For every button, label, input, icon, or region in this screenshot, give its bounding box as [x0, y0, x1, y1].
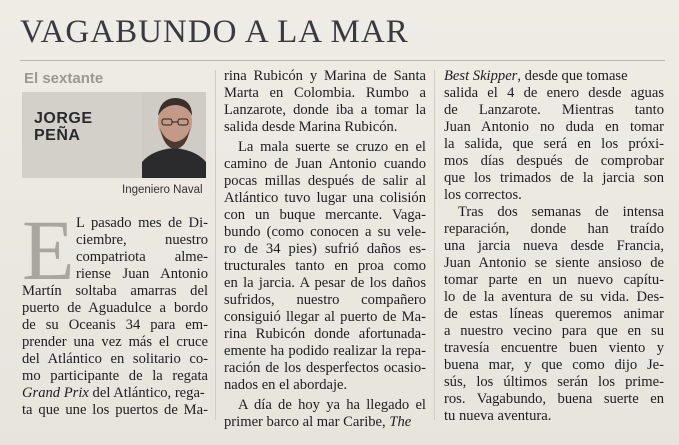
drop-cap: E	[22, 202, 75, 298]
body-line: sufridos, nuestro compañero	[224, 292, 426, 308]
body-line: ros. Vagabundo, buena suerte en	[444, 391, 664, 407]
body-line: sús, los últimos serán los prime-	[444, 374, 664, 390]
body-line-text: , desde que tomase	[517, 68, 628, 84]
body-line: L pasado mes de Di-	[76, 215, 208, 231]
body-line: que los trimados de la jarcia son	[444, 170, 664, 186]
body-line: La mala suerte se cruzo en el	[238, 139, 426, 155]
author-first-name: JORGE	[34, 110, 93, 127]
body-line: de Lanzarote. Mientras tanto	[444, 102, 664, 118]
body-line: Juan Antonio no duda en tomar	[444, 119, 664, 135]
body-line: pocas millas después de salir al	[224, 173, 426, 189]
body-line: puerto de Aguadulce a bordo	[22, 300, 208, 316]
body-line: travesía encuentre buen viento y	[444, 340, 664, 356]
body-line: prender una vez más el cruce	[22, 334, 208, 350]
body-line: nados en el abordaje.	[224, 377, 348, 393]
italic-term: Grand Prix	[22, 385, 89, 401]
body-line: salida desde Marina Rubicón.	[224, 119, 398, 135]
body-line: compatriota alme-	[76, 249, 208, 265]
body-line: Atlántico tuvo lugar una colisión	[224, 190, 426, 206]
body-line: A día de hoy ya ha llegado el	[238, 397, 426, 413]
body-line: Marta en Colombia. Rumbo a	[224, 85, 426, 101]
author-name	[34, 110, 93, 144]
body-line: tructurales tanto en proa como	[224, 258, 426, 274]
body-line-text: primer barco al mar Caribe,	[224, 414, 386, 430]
body-line: buena mar, y que como dijo Je-	[444, 357, 664, 373]
body-line: reparación, donde han traído	[444, 221, 664, 237]
body-line: de su Oceanis 34 para em-	[22, 317, 208, 333]
body-line: los correctos.	[444, 187, 522, 203]
headline	[20, 14, 409, 51]
author-last-name: PEÑA	[34, 127, 81, 144]
body-line: la salida, que será en los próxi-	[444, 136, 664, 152]
body-line: a nuestro vecino para que en su	[444, 323, 664, 339]
body-line: camino de Juan Antonio cuando	[224, 156, 426, 172]
body-line: ro de 34 pies) sufrió daños es-	[224, 241, 426, 257]
body-line	[444, 68, 664, 85]
body-line: Martín soltaba amarras del	[22, 283, 208, 299]
body-line	[224, 414, 426, 431]
headline-text: VAGABUNDO A LA MAR	[20, 14, 409, 50]
body-line: mos días después de comprobar	[444, 153, 664, 169]
body-line: de estas líneas queremos animar	[444, 306, 664, 322]
italic-term: Best Skipper	[444, 68, 518, 84]
body-line: emente ha podido realizar la repa-	[224, 343, 426, 359]
body-line: tomar parte en un nuevo capítu-	[444, 272, 664, 288]
body-line: salida el 4 de enero desde aguas	[444, 85, 664, 101]
body-line: Juan Antonio se siente ansioso de	[444, 255, 664, 271]
body-line: en la jarcia. A pesar de los daños	[224, 275, 426, 291]
body-line: consiguió llegar al puerto de Ma-	[224, 309, 426, 325]
body-line: del Atlántico en solitario co-	[22, 351, 208, 367]
body-line: mo participante de la regata	[22, 368, 208, 384]
column-separator	[434, 70, 435, 420]
column-section-label: El sextante	[24, 70, 104, 87]
body-line: con un buque mercante. Vaga-	[224, 207, 426, 223]
body-line: ciembre, nuestro	[76, 232, 208, 248]
body-line: riense Juan Antonio	[76, 266, 208, 282]
body-line: ración de los desperfectos ocasio-	[224, 360, 426, 376]
body-line: Lanzarote, donde iba a tomar la	[224, 102, 426, 118]
body-line: Tras dos semanas de intensa	[458, 204, 664, 220]
body-line: tu nueva aventura.	[444, 408, 552, 424]
author-photo	[142, 92, 206, 178]
body-line: bundo (como conocen a su vele-	[224, 224, 426, 240]
body-line: lo de la aventura de su vida. Des-	[444, 289, 664, 305]
author-role: Ingeniero Naval	[122, 184, 203, 196]
body-line-text: del Atlántico, rega-	[92, 385, 205, 401]
column-separator	[215, 70, 216, 420]
body-line: una jarcia nueva desde Francia,	[444, 238, 664, 254]
body-line: rina Rubicón y Marina de Santa	[224, 68, 426, 84]
headline-rule	[20, 60, 665, 61]
body-line	[22, 385, 208, 402]
italic-term: The	[389, 414, 412, 430]
body-line: rina Rubicón donde afortunada-	[224, 326, 426, 342]
body-line: ta que une los puertos de Ma-	[22, 402, 208, 418]
